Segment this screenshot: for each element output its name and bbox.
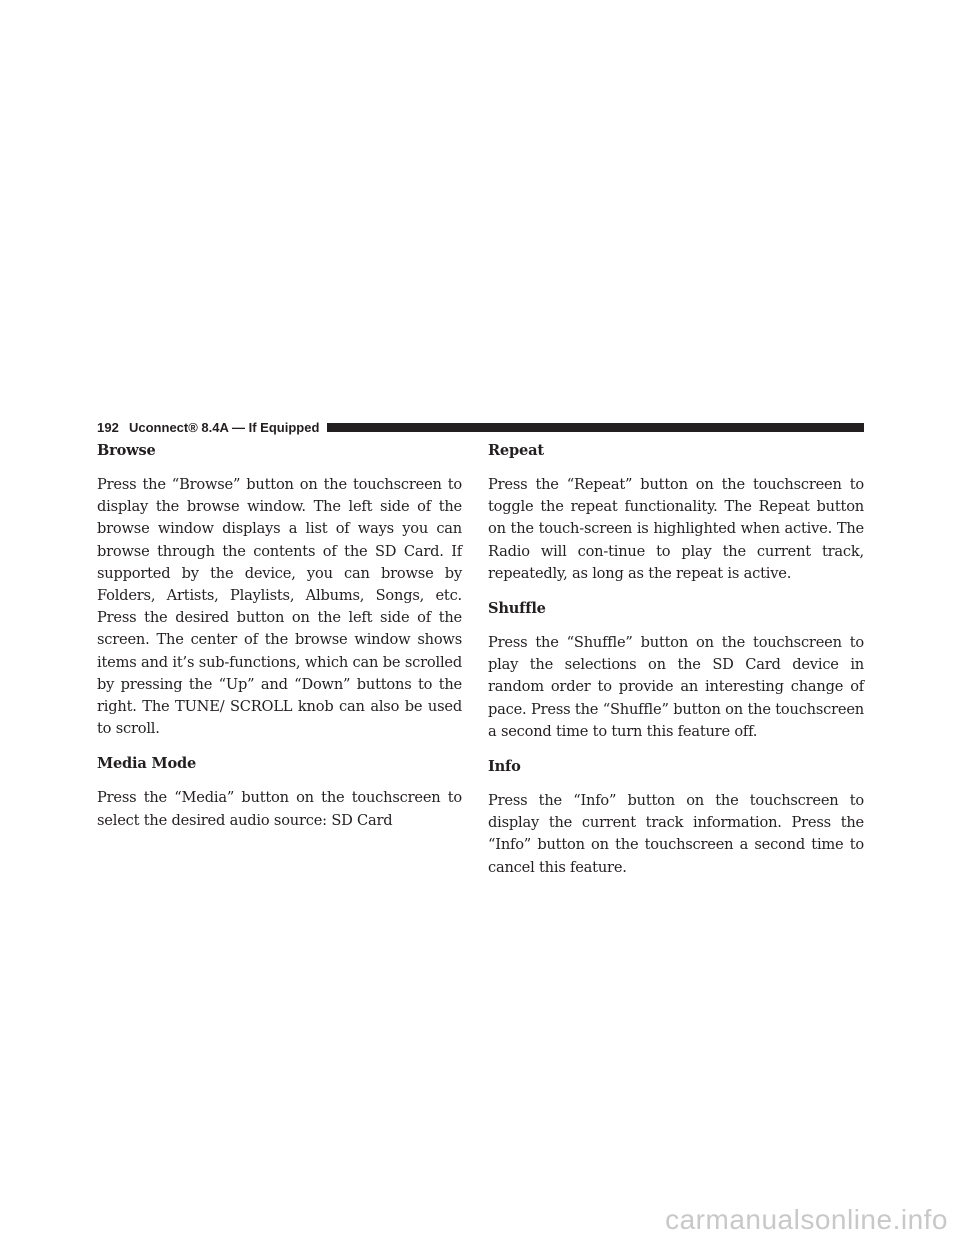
shuffle-heading: Shuffle	[488, 600, 546, 618]
left-column	[97, 440, 462, 845]
repeat-heading: Repeat	[488, 442, 544, 459]
section-title: Uconnect® 8.4A — If Equipped	[129, 419, 320, 435]
watermark: carmanualsonline.info	[665, 1204, 948, 1235]
media-mode-paragraph: Press the “Media” button on the touchscreen to select the desired audio source: SD Card	[97, 789, 462, 829]
shuffle-paragraph: Press the “Shuffle” button on the touchscreen to play the selections on the SD Card device in random order to provide an interesting change of pace. Press the “Shuffle” button on the touchscreen a second time to turn this feature off.	[488, 634, 864, 740]
browse-paragraph: Press the “Browse” button on the touchscreen to display the browse window. The left side of the browse window displays a list of ways you can browse through the contents of the SD Card. If supported by the device, you can browse by Folders, Artists, Playlists, Albums, Songs, etc. Press the desired button on the left side of the screen. The center of the browse window shows items and it’s sub-functions, which can be scrolled by pressing the “Up” and “Down” buttons to the right. The TUNE/ SCROLL knob can also be used to scroll.	[97, 476, 462, 738]
page-header	[97, 418, 864, 436]
right-column	[488, 440, 864, 892]
info-heading: Info	[488, 758, 521, 776]
info-paragraph: Press the “Info” button on the touchscreen to display the current track information. Press the “Info” button on the touchscreen a second time to cancel this feature.	[488, 792, 864, 876]
media-mode-heading: Media Mode	[97, 755, 197, 773]
page-number: 192	[97, 419, 119, 435]
header-rule	[327, 423, 864, 432]
repeat-paragraph: Press the “Repeat” button on the touchscreen to toggle the repeat functionality. The Repeat button on the touch-screen is highlighted when active. The Radio will con-tinue to play the current track, repeatedly, as long as the repeat is active.	[488, 476, 864, 582]
browse-heading: Browse	[97, 442, 156, 459]
